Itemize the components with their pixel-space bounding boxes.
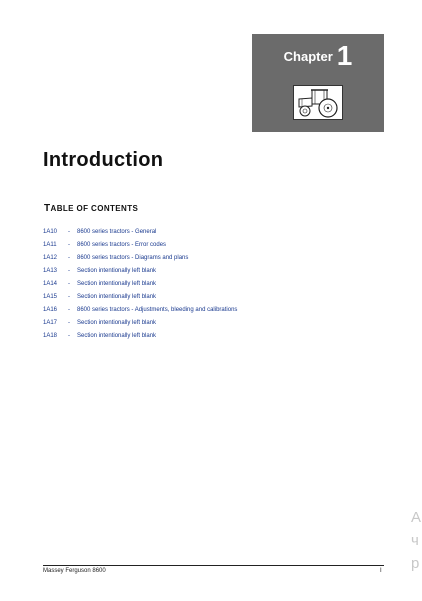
toc-item-code: 1A17 — [43, 320, 58, 326]
chapter-label: Chapter — [283, 49, 333, 64]
toc-list — [43, 229, 237, 346]
toc-item-separator: - — [68, 229, 70, 235]
toc-heading-rest: ABLE OF CONTENTS — [50, 204, 139, 213]
toc-item-separator: - — [68, 281, 70, 287]
toc-item[interactable] — [43, 229, 237, 242]
toc-item-separator: - — [68, 268, 70, 274]
edge-letter: р — [411, 555, 420, 572]
toc-heading-initial: T — [44, 203, 51, 214]
toc-item-title: 8600 series tractors - Diagrams and plans — [77, 255, 189, 261]
footer-divider — [43, 565, 384, 566]
toc-item[interactable] — [43, 242, 237, 255]
toc-item-code: 1A10 — [43, 229, 58, 235]
toc-heading — [44, 203, 138, 214]
edge-letter: ч — [411, 532, 419, 549]
toc-item-separator: - — [68, 294, 70, 300]
toc-item-separator: - — [68, 242, 70, 248]
toc-item-title: Section intentionally left blank — [77, 281, 157, 287]
edge-clipped-text — [411, 506, 422, 575]
chapter-box — [252, 34, 384, 132]
toc-item-code: 1A15 — [43, 294, 58, 300]
toc-item[interactable] — [43, 268, 237, 281]
toc-item[interactable] — [43, 307, 237, 320]
toc-item[interactable] — [43, 294, 237, 307]
toc-item-code: 1A13 — [43, 268, 58, 274]
chapter-heading — [252, 40, 384, 72]
toc-item-separator: - — [68, 307, 70, 313]
footer-document-name: Massey Ferguson 8600 — [43, 568, 106, 574]
toc-item-code: 1A18 — [43, 333, 58, 339]
toc-item-separator: - — [68, 333, 70, 339]
toc-item-title: 8600 series tractors - Adjustments, bleeding and calibrations — [77, 307, 238, 313]
toc-item[interactable] — [43, 255, 237, 268]
tractor-illustration-frame — [293, 85, 343, 120]
footer-page-marker: I — [380, 568, 382, 574]
edge-letter: А — [411, 509, 422, 526]
toc-item-title: 8600 series tractors - General — [77, 229, 157, 235]
toc-item-title: Section intentionally left blank — [77, 268, 157, 274]
toc-item[interactable] — [43, 281, 237, 294]
page-title: Introduction — [43, 149, 164, 171]
tractor-icon — [294, 86, 342, 119]
toc-item[interactable] — [43, 320, 237, 333]
toc-item[interactable] — [43, 333, 237, 346]
toc-item-code: 1A14 — [43, 281, 58, 287]
toc-item-code: 1A11 — [43, 242, 57, 248]
toc-item-title: Section intentionally left blank — [77, 320, 157, 326]
toc-item-title: Section intentionally left blank — [77, 294, 157, 300]
toc-item-separator: - — [68, 255, 70, 261]
toc-item-code: 1A16 — [43, 307, 58, 313]
toc-item-code: 1A12 — [43, 255, 58, 261]
toc-item-title: 8600 series tractors - Error codes — [77, 242, 167, 248]
toc-item-title: Section intentionally left blank — [77, 333, 157, 339]
toc-item-separator: - — [68, 320, 70, 326]
chapter-number: 1 — [336, 40, 353, 71]
